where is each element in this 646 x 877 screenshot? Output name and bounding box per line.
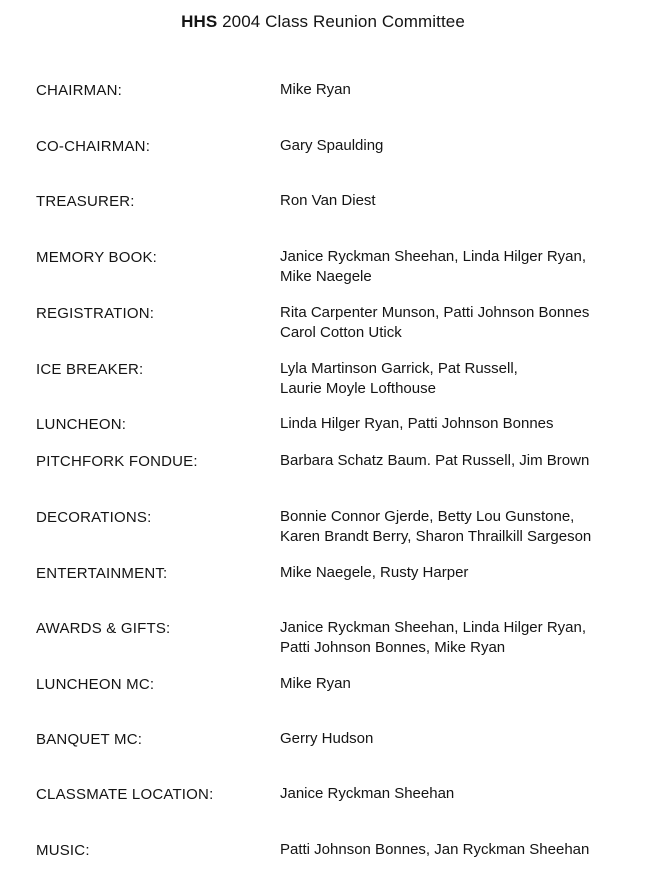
member-names <box>280 359 640 398</box>
member-line: Rita Carpenter Munson, Patti Johnson Bonnes <box>280 304 590 321</box>
role-label: LUNCHEON: <box>36 416 127 433</box>
member-names <box>280 451 640 471</box>
member-names <box>280 618 640 657</box>
member-names <box>280 563 640 583</box>
role-label: CLASSMATE LOCATION: <box>36 786 214 803</box>
role-label: AWARDS & GIFTS: <box>36 620 171 637</box>
member-line: Janice Ryckman Sheehan, Linda Hilger Ryan, <box>280 248 586 265</box>
member-line: Mike Ryan <box>280 81 351 98</box>
member-line: Mike Naegele <box>280 267 372 285</box>
member-line: Gary Spaulding <box>280 137 384 154</box>
page-title <box>0 12 646 32</box>
member-names <box>280 729 640 749</box>
role-label: TREASURER: <box>36 193 135 210</box>
member-line: Mike Naegele, Rusty Harper <box>280 564 469 581</box>
role-label: BANQUET MC: <box>36 731 143 748</box>
role-label: ICE BREAKER: <box>36 361 144 378</box>
member-line: Karen Brandt Berry, Sharon Thrailkill Sargeson <box>280 527 592 545</box>
member-line: Patti Johnson Bonnes, Jan Ryckman Sheehan <box>280 841 590 858</box>
member-names <box>280 191 640 211</box>
member-names <box>280 303 640 342</box>
title-prefix: HHS <box>181 12 218 31</box>
member-line: Linda Hilger Ryan, Patti Johnson Bonnes <box>280 415 554 432</box>
role-label: PITCHFORK FONDUE: <box>36 453 198 470</box>
role-label: MEMORY BOOK: <box>36 249 158 266</box>
member-line: Carol Cotton Utick <box>280 323 402 341</box>
member-line: Mike Ryan <box>280 675 351 692</box>
role-label: ENTERTAINMENT: <box>36 565 168 582</box>
member-line: Gerry Hudson <box>280 730 374 747</box>
title-text: 2004 Class Reunion Committee <box>222 12 465 31</box>
role-label: DECORATIONS: <box>36 509 152 526</box>
role-label: CHAIRMAN: <box>36 82 122 99</box>
role-label: CO-CHAIRMAN: <box>36 138 151 155</box>
member-line: Bonnie Connor Gjerde, Betty Lou Gunstone, <box>280 508 575 525</box>
member-line: Janice Ryckman Sheehan <box>280 785 455 802</box>
member-names <box>280 674 640 694</box>
role-label: REGISTRATION: <box>36 305 155 322</box>
member-line: Laurie Moyle Lofthouse <box>280 379 436 397</box>
member-line: Lyla Martinson Garrick, Pat Russell, <box>280 360 518 377</box>
member-names <box>280 247 640 286</box>
member-line: Barbara Schatz Baum. Pat Russell, Jim Brown <box>280 452 590 469</box>
member-names <box>280 414 640 434</box>
role-label: MUSIC: <box>36 842 90 859</box>
member-names <box>280 80 640 100</box>
member-line: Ron Van Diest <box>280 192 376 209</box>
member-line: Patti Johnson Bonnes, Mike Ryan <box>280 638 506 656</box>
role-label: LUNCHEON MC: <box>36 676 155 693</box>
member-line: Janice Ryckman Sheehan, Linda Hilger Ryan, <box>280 619 586 636</box>
member-names <box>280 840 640 860</box>
member-names <box>280 507 640 546</box>
member-names <box>280 136 640 156</box>
member-names <box>280 784 640 804</box>
